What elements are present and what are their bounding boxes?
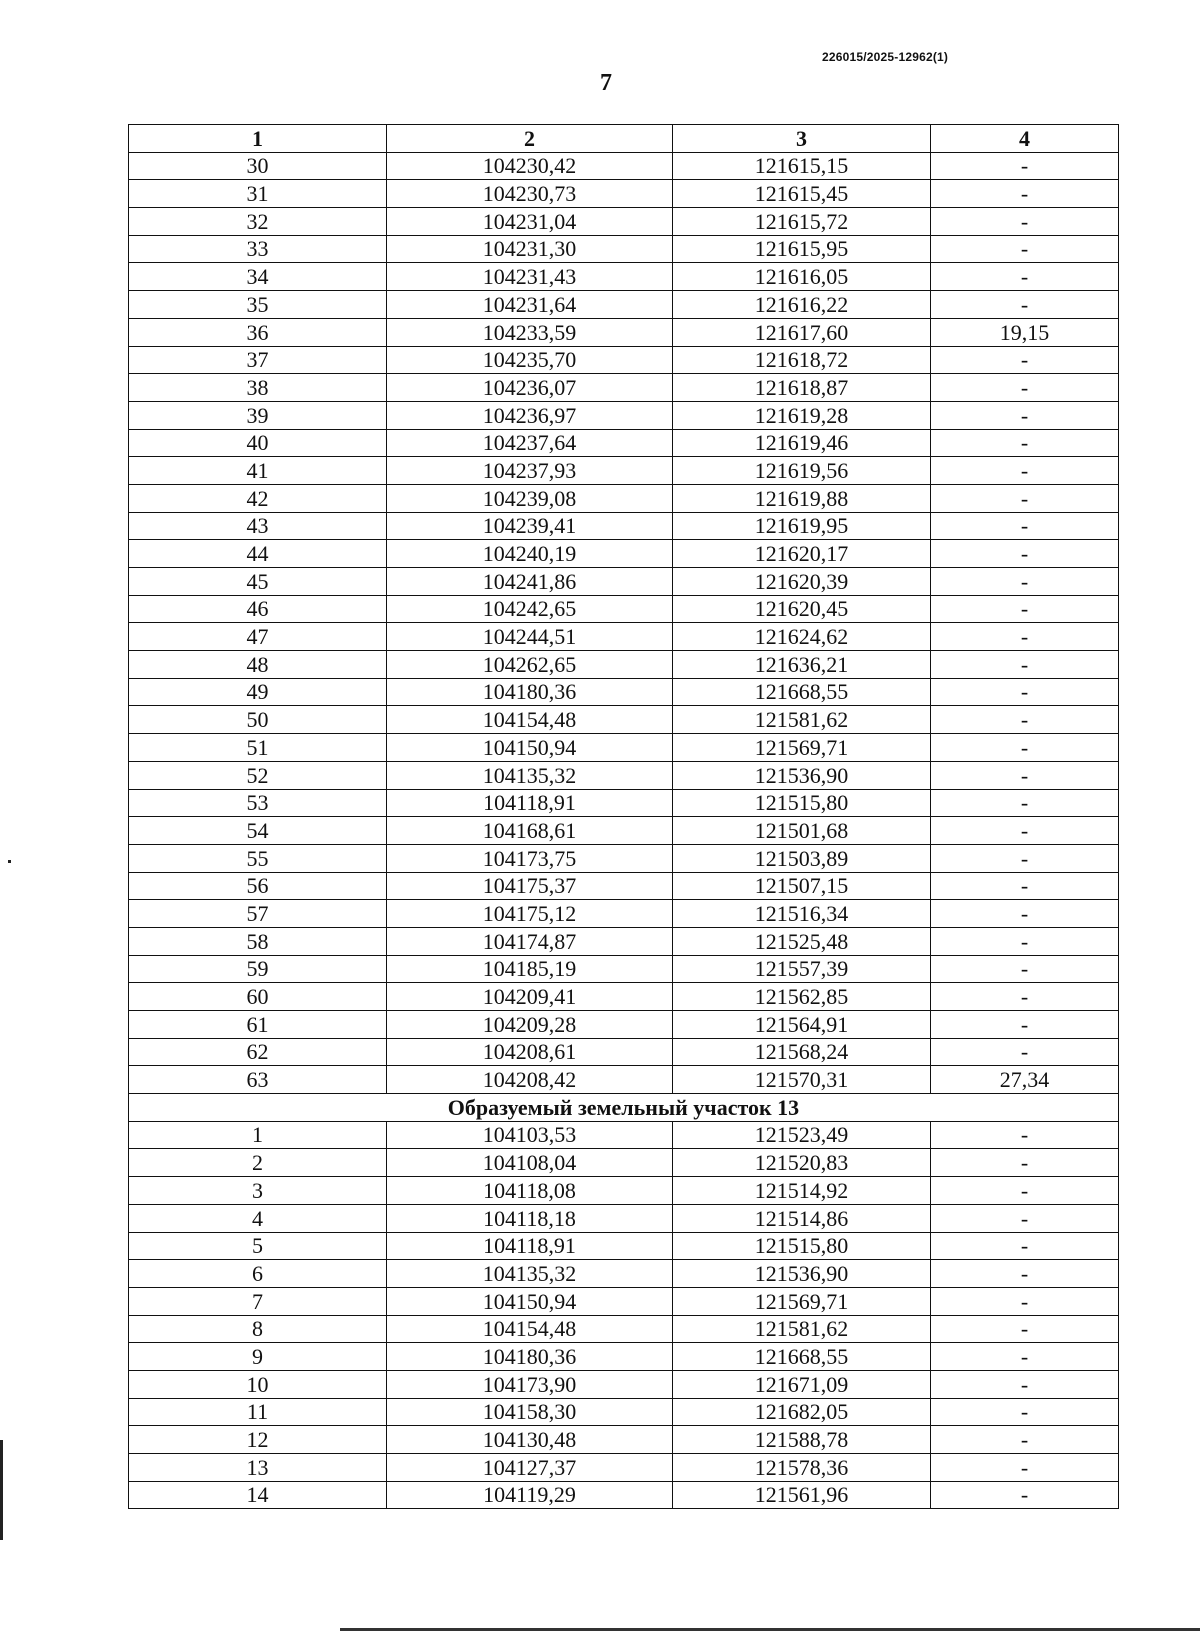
table-row xyxy=(129,927,1119,955)
distance-cell: - xyxy=(931,789,1119,817)
table-row xyxy=(129,1398,1119,1426)
table-row xyxy=(129,872,1119,900)
table-row xyxy=(129,1011,1119,1039)
point-number-cell: 52 xyxy=(129,761,387,789)
point-number-cell: 63 xyxy=(129,1066,387,1094)
x-coordinate-cell: 104231,43 xyxy=(387,263,673,291)
point-number-cell: 13 xyxy=(129,1454,387,1482)
y-coordinate-cell: 121516,34 xyxy=(673,900,931,928)
point-number-cell: 9 xyxy=(129,1343,387,1371)
point-number-cell: 60 xyxy=(129,983,387,1011)
point-number-cell: 41 xyxy=(129,457,387,485)
point-number-cell: 4 xyxy=(129,1204,387,1232)
point-number-cell: 11 xyxy=(129,1398,387,1426)
table-row xyxy=(129,1149,1119,1177)
x-coordinate-cell: 104180,36 xyxy=(387,1343,673,1371)
distance-cell: - xyxy=(931,1287,1119,1315)
x-coordinate-cell: 104118,08 xyxy=(387,1177,673,1205)
x-coordinate-cell: 104185,19 xyxy=(387,955,673,983)
y-coordinate-cell: 121514,86 xyxy=(673,1204,931,1232)
y-coordinate-cell: 121515,80 xyxy=(673,1232,931,1260)
point-number-cell: 5 xyxy=(129,1232,387,1260)
y-coordinate-cell: 121619,95 xyxy=(673,512,931,540)
x-coordinate-cell: 104158,30 xyxy=(387,1398,673,1426)
x-coordinate-cell: 104262,65 xyxy=(387,651,673,679)
point-number-cell: 6 xyxy=(129,1260,387,1288)
x-coordinate-cell: 104108,04 xyxy=(387,1149,673,1177)
y-coordinate-cell: 121588,78 xyxy=(673,1426,931,1454)
x-coordinate-cell: 104209,28 xyxy=(387,1011,673,1039)
distance-cell: 19,15 xyxy=(931,318,1119,346)
distance-cell: - xyxy=(931,1011,1119,1039)
column-header: 4 xyxy=(931,125,1119,153)
y-coordinate-cell: 121514,92 xyxy=(673,1177,931,1205)
point-number-cell: 30 xyxy=(129,152,387,180)
y-coordinate-cell: 121562,85 xyxy=(673,983,931,1011)
point-number-cell: 56 xyxy=(129,872,387,900)
distance-cell: - xyxy=(931,291,1119,319)
y-coordinate-cell: 121581,62 xyxy=(673,706,931,734)
y-coordinate-cell: 121624,62 xyxy=(673,623,931,651)
table-row xyxy=(129,1426,1119,1454)
x-coordinate-cell: 104175,12 xyxy=(387,900,673,928)
point-number-cell: 12 xyxy=(129,1426,387,1454)
document-id: 226015/2025-12962(1) xyxy=(822,50,949,64)
y-coordinate-cell: 121561,96 xyxy=(673,1481,931,1509)
y-coordinate-cell: 121615,45 xyxy=(673,180,931,208)
x-coordinate-cell: 104241,86 xyxy=(387,568,673,596)
table-row xyxy=(129,651,1119,679)
table-row xyxy=(129,844,1119,872)
y-coordinate-cell: 121569,71 xyxy=(673,1287,931,1315)
x-coordinate-cell: 104103,53 xyxy=(387,1121,673,1149)
point-number-cell: 34 xyxy=(129,263,387,291)
y-coordinate-cell: 121668,55 xyxy=(673,1343,931,1371)
table-row xyxy=(129,900,1119,928)
table-row xyxy=(129,789,1119,817)
table-row xyxy=(129,595,1119,623)
distance-cell: - xyxy=(931,512,1119,540)
x-coordinate-cell: 104150,94 xyxy=(387,1287,673,1315)
y-coordinate-cell: 121570,31 xyxy=(673,1066,931,1094)
section-header-body xyxy=(129,1094,1119,1122)
point-number-cell: 49 xyxy=(129,678,387,706)
table-row xyxy=(129,1177,1119,1205)
point-number-cell: 40 xyxy=(129,429,387,457)
point-number-cell: 37 xyxy=(129,346,387,374)
x-coordinate-cell: 104239,41 xyxy=(387,512,673,540)
x-coordinate-cell: 104174,87 xyxy=(387,927,673,955)
section-row xyxy=(129,1094,1119,1122)
table-row xyxy=(129,706,1119,734)
x-coordinate-cell: 104173,75 xyxy=(387,844,673,872)
table-row xyxy=(129,457,1119,485)
point-number-cell: 33 xyxy=(129,235,387,263)
scan-dot xyxy=(8,860,11,863)
distance-cell: - xyxy=(931,927,1119,955)
y-coordinate-cell: 121620,45 xyxy=(673,595,931,623)
table-row xyxy=(129,1066,1119,1094)
table-row xyxy=(129,761,1119,789)
distance-cell: - xyxy=(931,1149,1119,1177)
distance-cell: - xyxy=(931,152,1119,180)
table-row xyxy=(129,401,1119,429)
y-coordinate-cell: 121616,05 xyxy=(673,263,931,291)
table-row xyxy=(129,208,1119,236)
x-coordinate-cell: 104173,90 xyxy=(387,1370,673,1398)
y-coordinate-cell: 121619,56 xyxy=(673,457,931,485)
point-number-cell: 14 xyxy=(129,1481,387,1509)
column-header: 1 xyxy=(129,125,387,153)
x-coordinate-cell: 104237,93 xyxy=(387,457,673,485)
distance-cell: - xyxy=(931,983,1119,1011)
distance-cell: - xyxy=(931,1204,1119,1232)
table-header-row xyxy=(129,125,1119,153)
table-row xyxy=(129,540,1119,568)
table-row xyxy=(129,1343,1119,1371)
point-number-cell: 3 xyxy=(129,1177,387,1205)
distance-cell: - xyxy=(931,706,1119,734)
x-coordinate-cell: 104239,08 xyxy=(387,484,673,512)
x-coordinate-cell: 104135,32 xyxy=(387,761,673,789)
y-coordinate-cell: 121507,15 xyxy=(673,872,931,900)
distance-cell: - xyxy=(931,568,1119,596)
distance-cell: - xyxy=(931,484,1119,512)
y-coordinate-cell: 121619,28 xyxy=(673,401,931,429)
y-coordinate-cell: 121569,71 xyxy=(673,734,931,762)
x-coordinate-cell: 104180,36 xyxy=(387,678,673,706)
y-coordinate-cell: 121668,55 xyxy=(673,678,931,706)
table-body-part1 xyxy=(129,152,1119,1093)
distance-cell: - xyxy=(931,263,1119,291)
table-row xyxy=(129,1481,1119,1509)
table-row xyxy=(129,817,1119,845)
point-number-cell: 45 xyxy=(129,568,387,596)
y-coordinate-cell: 121523,49 xyxy=(673,1121,931,1149)
distance-cell: - xyxy=(931,1260,1119,1288)
y-coordinate-cell: 121525,48 xyxy=(673,927,931,955)
point-number-cell: 10 xyxy=(129,1370,387,1398)
distance-cell: - xyxy=(931,734,1119,762)
table-row xyxy=(129,1232,1119,1260)
table-row xyxy=(129,152,1119,180)
y-coordinate-cell: 121564,91 xyxy=(673,1011,931,1039)
x-coordinate-cell: 104208,42 xyxy=(387,1066,673,1094)
point-number-cell: 57 xyxy=(129,900,387,928)
point-number-cell: 31 xyxy=(129,180,387,208)
distance-cell: - xyxy=(931,678,1119,706)
y-coordinate-cell: 121536,90 xyxy=(673,1260,931,1288)
table-body-part2 xyxy=(129,1121,1119,1509)
distance-cell: - xyxy=(931,1177,1119,1205)
table-row xyxy=(129,983,1119,1011)
point-number-cell: 36 xyxy=(129,318,387,346)
table-row xyxy=(129,1038,1119,1066)
point-number-cell: 55 xyxy=(129,844,387,872)
distance-cell: - xyxy=(931,900,1119,928)
distance-cell: - xyxy=(931,1481,1119,1509)
x-coordinate-cell: 104127,37 xyxy=(387,1454,673,1482)
x-coordinate-cell: 104154,48 xyxy=(387,1315,673,1343)
y-coordinate-cell: 121501,68 xyxy=(673,817,931,845)
table-row xyxy=(129,1204,1119,1232)
y-coordinate-cell: 121578,36 xyxy=(673,1454,931,1482)
distance-cell: - xyxy=(931,955,1119,983)
distance-cell: - xyxy=(931,1454,1119,1482)
y-coordinate-cell: 121671,09 xyxy=(673,1370,931,1398)
table-row xyxy=(129,1260,1119,1288)
table-row xyxy=(129,235,1119,263)
distance-cell: - xyxy=(931,540,1119,568)
y-coordinate-cell: 121557,39 xyxy=(673,955,931,983)
point-number-cell: 50 xyxy=(129,706,387,734)
x-coordinate-cell: 104231,30 xyxy=(387,235,673,263)
point-number-cell: 1 xyxy=(129,1121,387,1149)
table-row xyxy=(129,346,1119,374)
distance-cell: - xyxy=(931,1121,1119,1149)
column-header: 2 xyxy=(387,125,673,153)
y-coordinate-cell: 121615,95 xyxy=(673,235,931,263)
x-coordinate-cell: 104175,37 xyxy=(387,872,673,900)
distance-cell: - xyxy=(931,346,1119,374)
distance-cell: - xyxy=(931,1343,1119,1371)
point-number-cell: 32 xyxy=(129,208,387,236)
distance-cell: - xyxy=(931,1038,1119,1066)
point-number-cell: 54 xyxy=(129,817,387,845)
distance-cell: - xyxy=(931,844,1119,872)
table-row xyxy=(129,568,1119,596)
y-coordinate-cell: 121581,62 xyxy=(673,1315,931,1343)
x-coordinate-cell: 104236,97 xyxy=(387,401,673,429)
distance-cell: 27,34 xyxy=(931,1066,1119,1094)
x-coordinate-cell: 104244,51 xyxy=(387,623,673,651)
table-row xyxy=(129,263,1119,291)
y-coordinate-cell: 121568,24 xyxy=(673,1038,931,1066)
x-coordinate-cell: 104118,91 xyxy=(387,1232,673,1260)
point-number-cell: 44 xyxy=(129,540,387,568)
point-number-cell: 58 xyxy=(129,927,387,955)
scan-margin-mark xyxy=(0,1440,3,1540)
y-coordinate-cell: 121620,17 xyxy=(673,540,931,568)
y-coordinate-cell: 121618,87 xyxy=(673,374,931,402)
x-coordinate-cell: 104230,42 xyxy=(387,152,673,180)
y-coordinate-cell: 121619,88 xyxy=(673,484,931,512)
table-row xyxy=(129,318,1119,346)
x-coordinate-cell: 104235,70 xyxy=(387,346,673,374)
x-coordinate-cell: 104209,41 xyxy=(387,983,673,1011)
column-header: 3 xyxy=(673,125,931,153)
table-row xyxy=(129,623,1119,651)
distance-cell: - xyxy=(931,208,1119,236)
x-coordinate-cell: 104150,94 xyxy=(387,734,673,762)
y-coordinate-cell: 121619,46 xyxy=(673,429,931,457)
y-coordinate-cell: 121520,83 xyxy=(673,1149,931,1177)
point-number-cell: 46 xyxy=(129,595,387,623)
table-row xyxy=(129,374,1119,402)
table-row xyxy=(129,291,1119,319)
y-coordinate-cell: 121618,72 xyxy=(673,346,931,374)
x-coordinate-cell: 104230,73 xyxy=(387,180,673,208)
y-coordinate-cell: 121616,22 xyxy=(673,291,931,319)
x-coordinate-cell: 104236,07 xyxy=(387,374,673,402)
point-number-cell: 61 xyxy=(129,1011,387,1039)
distance-cell: - xyxy=(931,761,1119,789)
distance-cell: - xyxy=(931,595,1119,623)
y-coordinate-cell: 121620,39 xyxy=(673,568,931,596)
distance-cell: - xyxy=(931,401,1119,429)
table-row xyxy=(129,678,1119,706)
distance-cell: - xyxy=(931,374,1119,402)
point-number-cell: 51 xyxy=(129,734,387,762)
x-coordinate-cell: 104237,64 xyxy=(387,429,673,457)
distance-cell: - xyxy=(931,872,1119,900)
table-row xyxy=(129,484,1119,512)
distance-cell: - xyxy=(931,651,1119,679)
distance-cell: - xyxy=(931,429,1119,457)
x-coordinate-cell: 104118,91 xyxy=(387,789,673,817)
distance-cell: - xyxy=(931,180,1119,208)
point-number-cell: 2 xyxy=(129,1149,387,1177)
x-coordinate-cell: 104118,18 xyxy=(387,1204,673,1232)
distance-cell: - xyxy=(931,817,1119,845)
y-coordinate-cell: 121615,72 xyxy=(673,208,931,236)
table-row xyxy=(129,734,1119,762)
distance-cell: - xyxy=(931,457,1119,485)
x-coordinate-cell: 104240,19 xyxy=(387,540,673,568)
y-coordinate-cell: 121536,90 xyxy=(673,761,931,789)
x-coordinate-cell: 104233,59 xyxy=(387,318,673,346)
table-row xyxy=(129,1287,1119,1315)
y-coordinate-cell: 121615,15 xyxy=(673,152,931,180)
coordinates-table xyxy=(128,124,1119,1509)
y-coordinate-cell: 121515,80 xyxy=(673,789,931,817)
x-coordinate-cell: 104242,65 xyxy=(387,595,673,623)
point-number-cell: 7 xyxy=(129,1287,387,1315)
x-coordinate-cell: 104231,04 xyxy=(387,208,673,236)
y-coordinate-cell: 121636,21 xyxy=(673,651,931,679)
table-row xyxy=(129,955,1119,983)
point-number-cell: 53 xyxy=(129,789,387,817)
table-row xyxy=(129,180,1119,208)
point-number-cell: 47 xyxy=(129,623,387,651)
table-row xyxy=(129,512,1119,540)
point-number-cell: 42 xyxy=(129,484,387,512)
point-number-cell: 35 xyxy=(129,291,387,319)
distance-cell: - xyxy=(931,1232,1119,1260)
point-number-cell: 8 xyxy=(129,1315,387,1343)
x-coordinate-cell: 104119,29 xyxy=(387,1481,673,1509)
x-coordinate-cell: 104208,61 xyxy=(387,1038,673,1066)
y-coordinate-cell: 121617,60 xyxy=(673,318,931,346)
distance-cell: - xyxy=(931,623,1119,651)
x-coordinate-cell: 104231,64 xyxy=(387,291,673,319)
distance-cell: - xyxy=(931,1315,1119,1343)
point-number-cell: 62 xyxy=(129,1038,387,1066)
y-coordinate-cell: 121503,89 xyxy=(673,844,931,872)
distance-cell: - xyxy=(931,1426,1119,1454)
table-row xyxy=(129,1370,1119,1398)
table-row xyxy=(129,1454,1119,1482)
x-coordinate-cell: 104168,61 xyxy=(387,817,673,845)
point-number-cell: 59 xyxy=(129,955,387,983)
x-coordinate-cell: 104154,48 xyxy=(387,706,673,734)
point-number-cell: 38 xyxy=(129,374,387,402)
x-coordinate-cell: 104130,48 xyxy=(387,1426,673,1454)
distance-cell: - xyxy=(931,1398,1119,1426)
section-title: Образуемый земельный участок 13 xyxy=(129,1094,1119,1122)
table-row xyxy=(129,1315,1119,1343)
x-coordinate-cell: 104135,32 xyxy=(387,1260,673,1288)
page-number: 7 xyxy=(600,70,612,96)
point-number-cell: 48 xyxy=(129,651,387,679)
point-number-cell: 39 xyxy=(129,401,387,429)
table-row xyxy=(129,1121,1119,1149)
point-number-cell: 43 xyxy=(129,512,387,540)
distance-cell: - xyxy=(931,235,1119,263)
distance-cell: - xyxy=(931,1370,1119,1398)
y-coordinate-cell: 121682,05 xyxy=(673,1398,931,1426)
table-row xyxy=(129,429,1119,457)
